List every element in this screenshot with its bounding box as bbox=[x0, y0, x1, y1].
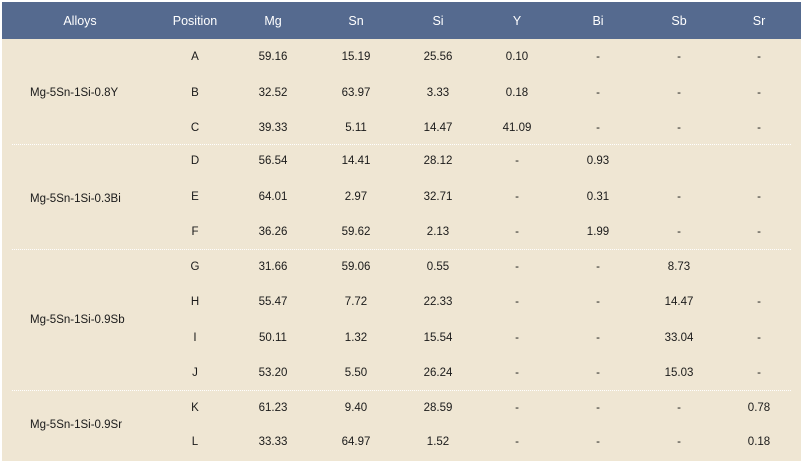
table-cell: H bbox=[190, 296, 200, 308]
table-cell: 56.54 bbox=[258, 155, 288, 167]
table-cell: - bbox=[757, 332, 761, 344]
table-header bbox=[2, 2, 801, 39]
table-cell: 53.20 bbox=[258, 367, 288, 379]
table-cell: 25.56 bbox=[423, 51, 453, 63]
table-cell: - bbox=[757, 122, 761, 134]
table-cell: - bbox=[596, 296, 600, 308]
table-cell: 14.41 bbox=[341, 155, 371, 167]
table-cell: 63.97 bbox=[341, 87, 371, 99]
table-cell: 15.54 bbox=[423, 332, 453, 344]
table-cell: 0.18 bbox=[747, 436, 771, 448]
table-cell: - bbox=[515, 191, 519, 203]
group-separator bbox=[12, 144, 791, 145]
table-cell: 8.73 bbox=[667, 261, 691, 273]
table-cell: 5.50 bbox=[344, 367, 368, 379]
table-cell: G bbox=[190, 261, 200, 273]
table-cell: - bbox=[515, 226, 519, 238]
table-cell: - bbox=[757, 191, 761, 203]
table-cell: D bbox=[190, 155, 200, 167]
header-bi: Bi bbox=[592, 14, 604, 28]
header-position: Position bbox=[172, 14, 218, 28]
table-cell: - bbox=[515, 296, 519, 308]
table-cell: - bbox=[515, 402, 519, 414]
group-separator bbox=[12, 249, 791, 250]
table-cell: - bbox=[677, 191, 681, 203]
table-cell: 2.13 bbox=[426, 226, 450, 238]
table-cell: 28.12 bbox=[423, 155, 453, 167]
table-cell: - bbox=[757, 51, 761, 63]
table-cell: - bbox=[515, 436, 519, 448]
table-cell: 7.72 bbox=[344, 296, 368, 308]
table-cell: - bbox=[596, 261, 600, 273]
table-cell: I bbox=[193, 332, 197, 344]
header-sr: Sr bbox=[752, 14, 766, 28]
table-cell: - bbox=[677, 87, 681, 99]
table-cell: 3.33 bbox=[426, 87, 450, 99]
table-cell: - bbox=[757, 226, 761, 238]
header-y: Y bbox=[512, 14, 522, 28]
table-cell: 28.59 bbox=[423, 402, 453, 414]
table-cell: 14.47 bbox=[423, 122, 453, 134]
table-cell: - bbox=[677, 436, 681, 448]
table-cell: A bbox=[191, 51, 199, 63]
table-cell: 61.23 bbox=[258, 402, 288, 414]
table-cell: 41.09 bbox=[502, 122, 532, 134]
table-cell: - bbox=[677, 402, 681, 414]
table-cell: 32.71 bbox=[423, 191, 453, 203]
table-cell: 9.40 bbox=[344, 402, 368, 414]
table-cell: - bbox=[515, 155, 519, 167]
alloy-label: Mg-5Sn-1Si-0.9Sr bbox=[30, 419, 123, 431]
table-cell: - bbox=[596, 87, 600, 99]
table-cell: 0.18 bbox=[505, 87, 529, 99]
header-mg: Mg bbox=[264, 14, 282, 28]
table-cell: - bbox=[596, 402, 600, 414]
table-cell: 36.26 bbox=[258, 226, 288, 238]
alloy-label: Mg-5Sn-1Si-0.3Bi bbox=[30, 193, 121, 205]
table-cell: - bbox=[677, 226, 681, 238]
table-cell: 59.16 bbox=[258, 51, 288, 63]
table-cell: 22.33 bbox=[423, 296, 453, 308]
table-cell: L bbox=[191, 436, 199, 448]
table-cell: 15.03 bbox=[664, 367, 694, 379]
table-cell: B bbox=[191, 87, 199, 99]
table-cell: 14.47 bbox=[664, 296, 694, 308]
table-cell: 59.06 bbox=[341, 261, 371, 273]
table-cell: 1.32 bbox=[344, 332, 368, 344]
table-cell: - bbox=[596, 436, 600, 448]
table-cell: 1.52 bbox=[426, 436, 450, 448]
table-cell: - bbox=[596, 51, 600, 63]
table-cell: F bbox=[191, 226, 199, 238]
table-cell: - bbox=[757, 296, 761, 308]
table-cell: 32.52 bbox=[258, 87, 288, 99]
table-cell: 5.11 bbox=[345, 122, 367, 134]
table-cell: 39.33 bbox=[258, 122, 288, 134]
table-cell: - bbox=[515, 261, 519, 273]
table-cell: - bbox=[757, 87, 761, 99]
table-cell: 0.93 bbox=[586, 155, 610, 167]
table-cell: 31.66 bbox=[258, 261, 288, 273]
table-cell: 1.99 bbox=[586, 226, 610, 238]
table-cell: 33.33 bbox=[258, 436, 288, 448]
table-cell: K bbox=[191, 402, 199, 414]
table-cell: 55.47 bbox=[258, 296, 288, 308]
table-cell: - bbox=[677, 122, 681, 134]
table-cell: - bbox=[757, 367, 761, 379]
table-cell: E bbox=[191, 191, 199, 203]
table-cell: 0.78 bbox=[747, 402, 771, 414]
table-cell: 2.97 bbox=[344, 191, 368, 203]
alloy-label: Mg-5Sn-1Si-0.8Y bbox=[30, 87, 119, 99]
table-cell: 26.24 bbox=[423, 367, 453, 379]
table-cell: - bbox=[515, 332, 519, 344]
table-cell: - bbox=[515, 367, 519, 379]
table-cell: - bbox=[596, 367, 600, 379]
table-cell: 0.10 bbox=[505, 51, 529, 63]
table-cell: 0.55 bbox=[426, 261, 450, 273]
header-alloys: Alloys bbox=[63, 14, 97, 28]
table-cell: 33.04 bbox=[664, 332, 694, 344]
table-cell: 64.97 bbox=[341, 436, 371, 448]
header-si: Si bbox=[432, 14, 444, 28]
group-separator bbox=[12, 390, 791, 391]
table-cell: - bbox=[596, 332, 600, 344]
header-sb: Sb bbox=[671, 14, 687, 28]
table-cell: 15.19 bbox=[341, 51, 371, 63]
table-cell: 59.62 bbox=[341, 226, 371, 238]
table-cell: 0.31 bbox=[586, 191, 610, 203]
table-cell: 64.01 bbox=[258, 191, 288, 203]
composition-table bbox=[2, 2, 801, 461]
table-cell: J bbox=[192, 367, 198, 379]
table-cell: 50.11 bbox=[259, 332, 287, 344]
alloy-label: Mg-5Sn-1Si-0.9Sb bbox=[30, 314, 125, 326]
header-sn: Sn bbox=[348, 14, 364, 28]
table-cell: - bbox=[596, 122, 600, 134]
table-cell: C bbox=[190, 122, 200, 134]
table-cell: - bbox=[677, 51, 681, 63]
